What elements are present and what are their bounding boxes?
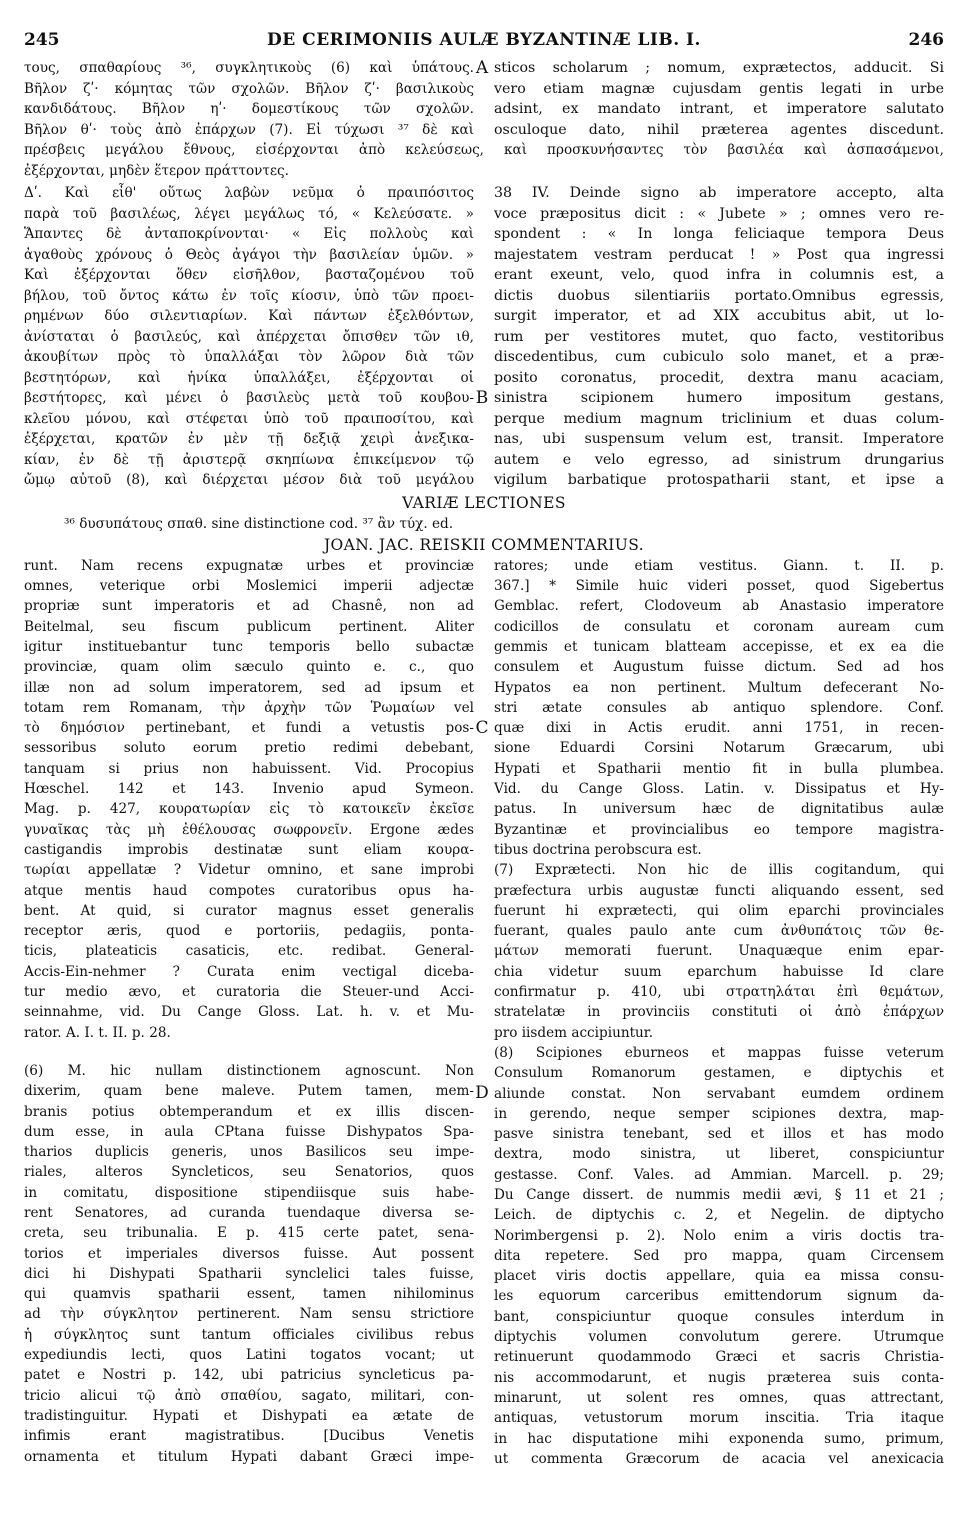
note-line: Du Cange dissert. de nummis medii ævi, § 11 et 21 ; (494, 1187, 944, 1203)
note-line: dici hi Dishypati Spatharii synclelici tales fuisse, (24, 1265, 474, 1282)
note-line: stri ætate consules ab antiquo splendore. Conf. (494, 699, 944, 716)
latin-line: dictis duobus silentiariis portato.Omnibus egressis, (494, 287, 944, 304)
greek-line: παρὰ τοῦ βασιλέως, λέγει μεγάλως τό, « Κελεύσατε. » (24, 205, 474, 222)
commentary-heading: JOAN. JAC. REISKII COMMENTARIUS. (323, 535, 645, 554)
greek-line: Βῆλον ζʹ· κόμητας τῶν σχολῶν. Βῆλον ζʹ· βασιλικοὺς (24, 80, 474, 97)
note-line: ornamenta et titulum Hypati dabant Græci impe- (24, 1448, 474, 1465)
running-header (24, 30, 944, 58)
note-line: Vid. du Cange Gloss. Latin. v. Dissipatus et Hy- (494, 781, 944, 798)
greek-line: Βῆλον θʹ· τοὺς ἀπὸ ἐπάρχων (7). Εἰ τύχωσι ³⁷ δὲ καὶ (24, 121, 474, 138)
greek-column-top (24, 58, 474, 140)
note-line: tricio alicui τῷ ἀπὸ σπαθίου, sagato, militari, con- (24, 1387, 474, 1404)
greek-line: ὤμῳ αὐτοῦ (8), καὶ διέρχεται μέσον διὰ τοῦ μεγάλου (24, 472, 474, 488)
latin-column-section (475, 183, 944, 491)
note-line: placet viris doctis appellare, quia ea missa consu- (494, 1268, 944, 1285)
note-line: Norimbergensi p. 2). Nolo enim a viris doctis tra- (494, 1227, 944, 1244)
latin-line: nas, ubi suspensum velum est, transit. Imperatore (494, 431, 944, 447)
note-line: receptor æris, quod e portoriis, pedagiis, ponta- (24, 923, 474, 940)
latin-line: adsint, ex mandato intrant, et imperatore salutato (494, 101, 944, 117)
note-line: chia videtur suum eparchum habuisse Id clare (494, 963, 944, 980)
greek-line: βεστητόρων, καὶ ἡνίκα ὑπαλλάξει, ἐξέρχονται οἱ (24, 369, 474, 386)
latin-line: spondent : « In longa feliciaque tempora Deus (494, 226, 944, 242)
latin-line: majestatem vestram perducat ! » Post qua ingressi (494, 246, 944, 263)
note-line: γυναῖκας τὰς μὴ ἐθέλουσας σωφρονεῖν. Ergone ædes (24, 821, 474, 838)
note-line: τωρίαι appellatæ ? Videtur omnino, et sane improbi (24, 862, 474, 879)
note-line: patet e Nostri p. 142, ubi patricius syncleticus pa- (24, 1367, 474, 1384)
note-line: pasve sinistra tenebant, sed et illos et has modo (494, 1126, 944, 1143)
note-line: patus. In universum hæc de dignitatibus aulæ (494, 801, 944, 818)
note-line: stratelatæ in provinciis constituti οἱ ἀπὸ ἐπάρχων (494, 1004, 944, 1021)
note-line: Hypati et Spatharii mentio fit in bulla plumbea. (494, 760, 944, 777)
note-line: provinciæ, quam olim sæculo quinto e. c., quo (24, 659, 474, 676)
commentary-block (24, 556, 944, 1469)
latin-line: surgit imperator, et ad XIX accubitus abit, ut lo- (494, 308, 944, 324)
latin-line: sinistra scipionem humero impositum gestans, (494, 390, 944, 406)
note-line: les equorum carceribus emittendorum signum da- (494, 1288, 944, 1305)
note-line: tanquam si prius non habuissent. Vid. Procopius (24, 760, 474, 777)
note-line: (8) Scipiones eburneos et mappas fuisse veterum (494, 1044, 944, 1061)
note-line: fuerunt hi exprætecti, qui olim eparchi provinciales (494, 902, 944, 919)
greek-line: κίαν, ἐν δὲ τῇ ἀριστερᾷ σκηπίωνα ἐπικείμενον τῷ (24, 451, 474, 468)
note-line: bent. At quid, si curator magnus esset generalis (24, 902, 474, 919)
note-line: Gemblac. refert, Clodoveum ab Anastasio imperatore (494, 598, 944, 615)
commentary-left-column (24, 556, 474, 1469)
note-line: qui quamvis spatharii essent, tamen nihilominus (24, 1286, 474, 1303)
latin-line: perque medium magnum triclinium et duas colum- (494, 410, 944, 427)
note-line: diptychis volumen convolutum gerere. Utrumque (494, 1329, 944, 1346)
page (24, 30, 944, 1469)
note-line: Beitelmal, seu fiscum publicum pertinent. Aliter (24, 618, 474, 635)
note-line: minarunt, ut solent res omnes, quas attrectant, (494, 1389, 944, 1406)
note-line: ut commenta Græcorum de acacia vel anexicacia (494, 1450, 944, 1467)
latin-line: discedentibus, cum cubiculo solo manet, et a præ- (494, 349, 944, 365)
note-line: (6) M. hic nullam distinctionem agnoscunt. Non (24, 1062, 474, 1079)
greek-line: ἀνίσταται ὁ βασιλεύς, καὶ ἀπέρχεται ὄπισθεν τῶν ιθ, (24, 328, 474, 345)
note-line: seinnahme, vid. Du Cange Gloss. Lat. h. v. et Mu- (24, 1004, 474, 1021)
note-line: in hac disputatione mihi exponenda sumo, primum, (494, 1430, 944, 1447)
note-gap (24, 1043, 474, 1061)
note-line: Leich. de diptychis c. 2, et Negelin. de diptycho (494, 1207, 944, 1224)
note-line: expediundis lecti, quos Latini togatos vocant; ut (24, 1347, 474, 1364)
note-line: Hypatos ea non pertinent. Multum defecerant No- (494, 679, 944, 696)
note-line: gemmis et tunicam blatteam accepisse, et ex ea die (494, 638, 944, 655)
margin-letter-b: B (475, 388, 489, 408)
note-line: retinuerunt quodammodo Græci et sacris Christia- (494, 1349, 944, 1366)
note-line: creta, seu tribunalia. E p. 415 certe patet, sena- (24, 1225, 474, 1242)
margin-letter-a: A (475, 58, 489, 78)
greek-full-line: ἐξέρχονται, μηδὲν ἕτερον πράττοντες. (24, 162, 289, 179)
commentary-right-column (475, 556, 944, 1469)
note-line: confirmatur p. 410, ubi στρατηλάται ἐπὶ θεμάτων, (494, 984, 944, 1001)
latin-line: 38 IV. Deinde signo ab imperatore accepto, alta (494, 185, 944, 201)
latin-line: vigilum barbatique protospatharii stant, et ipse a (494, 472, 944, 488)
greek-line: τους, σπαθαρίους ³⁶, συγκλητικοὺς (6) καὶ ὑπάτους. (24, 60, 474, 76)
note-line: tur medio ævo, et curatoria die Steuer-und Acci- (24, 984, 474, 1001)
note-line: Mag. p. 427, κουρατωρίαν εἰς τὸ κατοικεῖν ἐκεῖσε (24, 801, 474, 818)
note-line: rator. A. I. t. II. p. 28. (24, 1024, 171, 1041)
greek-line: ἀγαθοὺς χρόνους ὁ Θεὸς ἀγάγοι τὴν βασιλείαν ὑμῶν. » (24, 246, 474, 263)
greek-line: Καὶ ἐξέρχονται ὅθεν εἰσῆλθον, βασταζομένου τοῦ (24, 267, 474, 283)
note-line: gestasse. Conf. Vales. ad Ammian. Marcell. p. 29; (494, 1166, 944, 1183)
greek-line: ρημένων δύο σιλεντιαρίων. Καὶ πάντων ἐξελθόντων, (24, 308, 474, 324)
right-page-number: 246 (908, 30, 944, 50)
note-line: Hœschel. 142 et 143. Invenio apud Symeon. (24, 781, 474, 798)
greek-line: βήλου, τοῦ ὄντος κάτω ἐν τοῖς κίοσιν, ὑπὸ τῶν προει- (24, 287, 474, 304)
note-line: in comitatu, dispositione stipendiisque suis habe- (24, 1184, 474, 1201)
note-line: aliunde constat. Non servabant eumdem ordinem (494, 1085, 944, 1102)
note-line: 367.] * Simile huic videri posset, quod Sigebertus (494, 578, 944, 595)
running-title: DE CERIMONIIS AULÆ BYZANTINÆ LIB. I. (267, 30, 701, 50)
note-line: branis potius obtemperandum et ex illis discen- (24, 1103, 474, 1120)
note-line: dita repetere. Sed pro mappa, quam Circensem (494, 1247, 944, 1264)
note-line: pro iisdem accipiuntur. (494, 1024, 654, 1041)
latin-line: vero etiam magnæ cujusdam gentis legati in urbe (494, 80, 944, 97)
latin-line: posito coronatus, procedit, dextra manu acaciam, (494, 369, 944, 386)
note-line: tharios duplicis generis, unos Basilicos seu impe- (24, 1144, 474, 1161)
greek-column-section (24, 183, 474, 491)
latin-line: osculoque dato, nihil præterea agentes discedunt. (494, 121, 944, 138)
note-line: codicillos de consulatu et coronam auream cum (494, 618, 944, 635)
note-line: μάτων memorati fuerunt. Unaquæque enim epar- (494, 943, 944, 960)
greek-line: ἀκουβίτων πρὸς τὸ ὑπαλλάξαι τὸν λῶρον διὰ τῶν (24, 349, 474, 365)
variae-lectiones-heading: VARIÆ LECTIONES (402, 493, 566, 512)
note-line: castigandis improbis destinatæ sunt eliam κουρα- (24, 841, 474, 858)
note-line: præfectura urbis augustæ functi aliquando essent, sed (494, 882, 944, 899)
greek-line: κλεῖου μόνου, καὶ στέφεται ὑπὸ τοῦ πραιποσίτου, καὶ (24, 410, 474, 427)
greek-line: κανδιδάτους. Βῆλον ηʹ· δομεστίκους τῶν σχολῶν. (24, 101, 474, 117)
note-line: torios et imperiales diversos fuisse. Aut possent (24, 1245, 474, 1262)
note-line: consulem et Augustum fuisse dictum. Sed ad hos (494, 659, 944, 676)
variae-lectiones-line: ³⁶ δυσυπάτους σπαθ. sine distinctione cod. ³⁷ ἂν τύχ. ed. (64, 515, 454, 532)
latin-line: erant exeunt, velo, quod infra in columnis est, a (494, 267, 944, 283)
note-line: rent Senatores, ad curanda tuendaque diversa se- (24, 1205, 474, 1221)
note-line: dextra, modo sinistra, ut liberet, conspiciuntur (494, 1146, 944, 1163)
note-line: igitur instituebantur tunc temporis bello subactæ (24, 638, 474, 655)
latin-line: sticos scholarum ; nomum, exprætectos, adducit. Si (494, 60, 944, 76)
note-line: propriæ sunt imperatoris et ad Chasnê, non ad (24, 598, 474, 615)
greek-line: βεστήτορες, καὶ μένει ὁ βασιλεὺς μετὰ τοῦ κουβου- (24, 390, 474, 406)
section-iv-block (24, 183, 944, 491)
note-line: ratores; unde etiam vestitus. Giann. t. II. p. (494, 557, 944, 574)
greek-line: Δʹ. Καὶ εἶθ' οὕτως λαβὼν νεῦμα ὁ πραιπόσιτος (24, 185, 474, 201)
note-line: Byzantinæ et provincialibus eo tempore magistra- (494, 821, 944, 838)
note-line: ad τὴν σύγκλητον pertinerent. Nam sensu strictiore (24, 1306, 474, 1323)
note-line: fuerant, quales paulo ante cum ἀνθυπάτοις τῶν θε- (494, 923, 944, 940)
note-line: sione Eduardi Corsini Notarum Græcarum, ubi (494, 740, 944, 757)
note-line: tradistinguitur. Hypati et Dishypati ea ætate de (24, 1407, 474, 1424)
note-line: riales, alteros Syncleticos, seu Senatorios, quos (24, 1164, 474, 1181)
note-line: totam rem Romanam, τὴν ἀρχὴν τῶν Ῥωμαίων vel (24, 699, 474, 716)
note-line: infimis erant magistratibus. [Ducibus Venetis (24, 1428, 474, 1445)
margin-letter-d: D (475, 1082, 489, 1103)
note-line: in gerendo, neque semper scipiones dextra, map- (494, 1105, 944, 1122)
margin-letter-c: C (475, 717, 489, 738)
note-line: dum esse, in aula CPtana fuisse Dishypatos Spa- (24, 1123, 474, 1140)
note-line: quæ dixi in Actis erudit. anni 1751, in recen- (494, 720, 944, 737)
note-line: bant, conspiciuntur quoque consules interdum in (494, 1308, 944, 1325)
note-line: Accis-Ein-nehmer ? Curata enim vectigal dicebа- (24, 963, 474, 980)
note-line: Consulum Romanorum gestamen, e diptychis et (494, 1065, 944, 1082)
note-line: antiquas, vetustorum morum inscitia. Tria itaque (494, 1410, 944, 1427)
note-line: (7) Exprætecti. Non hic de illis cogitandum, qui (494, 862, 944, 879)
greek-line: Ἅπαντες δὲ ἀνταποκρίνονται· « Εἰς πολλοὺς καὶ (24, 226, 474, 242)
note-line: runt. Nam recens expugnatæ urbes et provinciæ (24, 557, 474, 574)
greek-full-line: πρέσβεις μεγάλου ἔθνους, εἰσέρχονται ἀπὸ κελεύσεως, καὶ προσκυνήσαντες τὸν βασιλέα καὶ ἀσπασάμενοι, (24, 142, 944, 158)
latin-line: rum per vestitores mutet, quo facto, vestitoribus (494, 328, 944, 345)
note-line: omnes, veterique orbi Moslemici imperii adjectæ (24, 578, 474, 595)
note-line: sessoribus soluto eorum pretio redimi debebant, (24, 740, 474, 757)
latin-line: voce præpositus dicit : « Jubete » ; omnes vero re- (494, 205, 944, 222)
note-line: ticis, plateaticis casaticis, etc. redibat. General- (24, 943, 474, 960)
note-line: nis accommodarunt, et nugis præterea suis conta- (494, 1369, 944, 1386)
latin-column-top (475, 58, 944, 140)
note-line: τὸ δημόσιον pertinebant, et fundi a vetustis pos- (24, 720, 474, 737)
note-line: dixerim, quam bene malеve. Putem tamen, mem- (24, 1083, 474, 1100)
top-text-block (24, 58, 944, 140)
note-line: illæ non ad solum imperatorem, sed ad ipsum et (24, 679, 474, 696)
note-line: ἡ σύγκλητος sunt tantum officiales civilibus rebus (24, 1326, 474, 1343)
note-line: atque mentis haud compotes curatoribus opus ha- (24, 882, 474, 899)
note-line: tibus doctrina perobscura est. (494, 841, 702, 858)
greek-line: ἐξέρχεται, κρατῶν ἐν μὲν τῇ δεξιᾷ χειρὶ ἀνεξικα- (24, 431, 474, 447)
latin-line: autem e velo egresso, ad sinistrum drungarius (494, 451, 944, 468)
left-page-number: 245 (24, 30, 60, 50)
